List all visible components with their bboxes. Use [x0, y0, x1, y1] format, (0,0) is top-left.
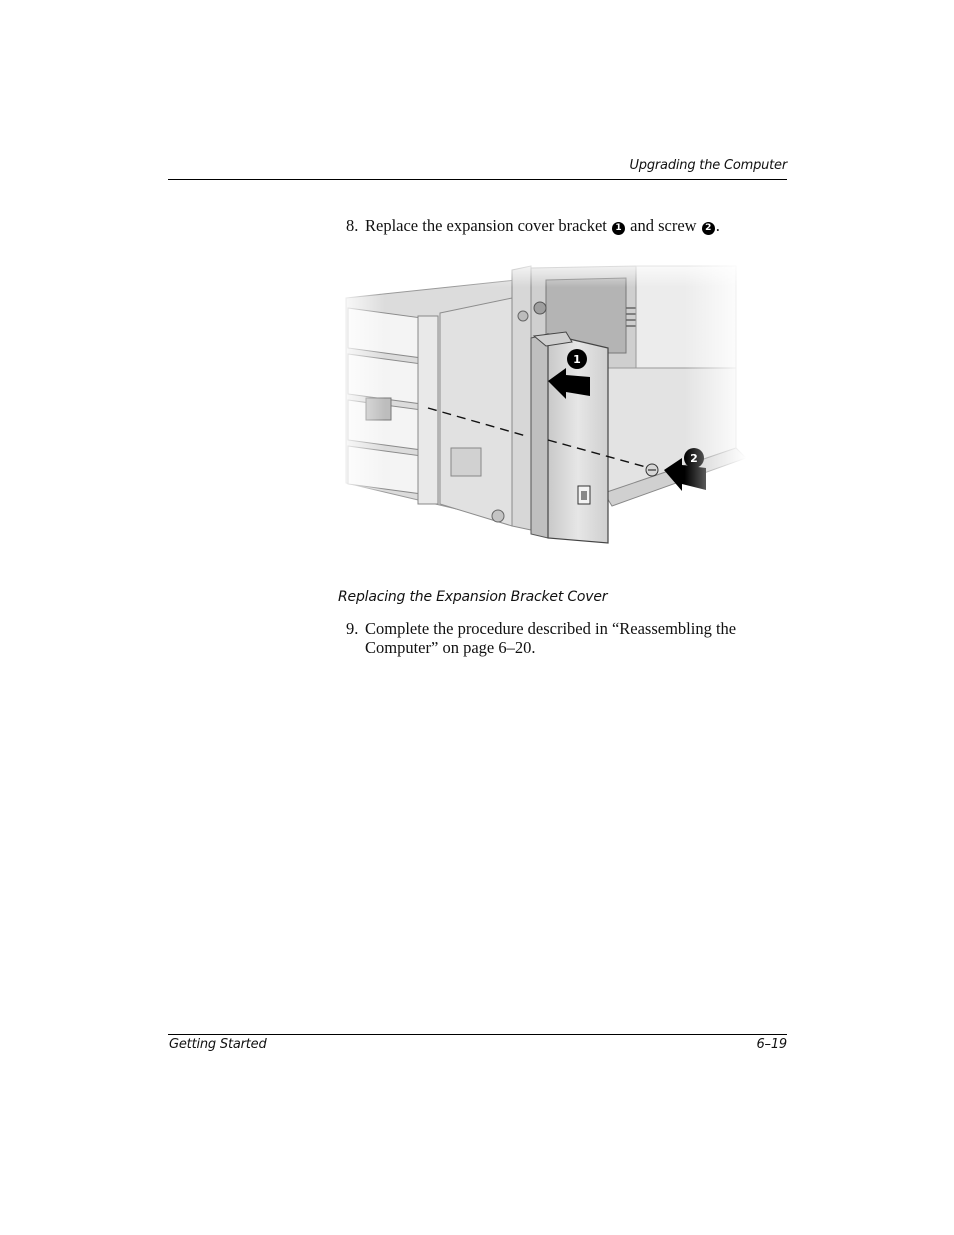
- step-number: 8.: [346, 216, 359, 235]
- running-header: Upgrading the Computer: [629, 158, 787, 173]
- footer-rule: [168, 1034, 787, 1035]
- step-text: Complete the procedure described in “Reassembling the Computer” on page 6–20.: [365, 619, 737, 657]
- callout-1-icon: 1: [612, 222, 625, 235]
- header-rule: [168, 179, 787, 180]
- step-number: 9.: [346, 619, 359, 638]
- expansion-bracket-illustration: [336, 258, 746, 550]
- step-9: [346, 619, 786, 657]
- figure-caption: Replacing the Expansion Bracket Cover: [338, 589, 608, 605]
- callout-2-icon: 2: [702, 222, 715, 235]
- footer-page-number: 6–19: [756, 1037, 787, 1052]
- step-8: [346, 216, 786, 235]
- step-text: Replace the expansion cover bracket 1 and screw 2 .: [365, 216, 720, 235]
- footer-book-title: Getting Started: [169, 1037, 267, 1052]
